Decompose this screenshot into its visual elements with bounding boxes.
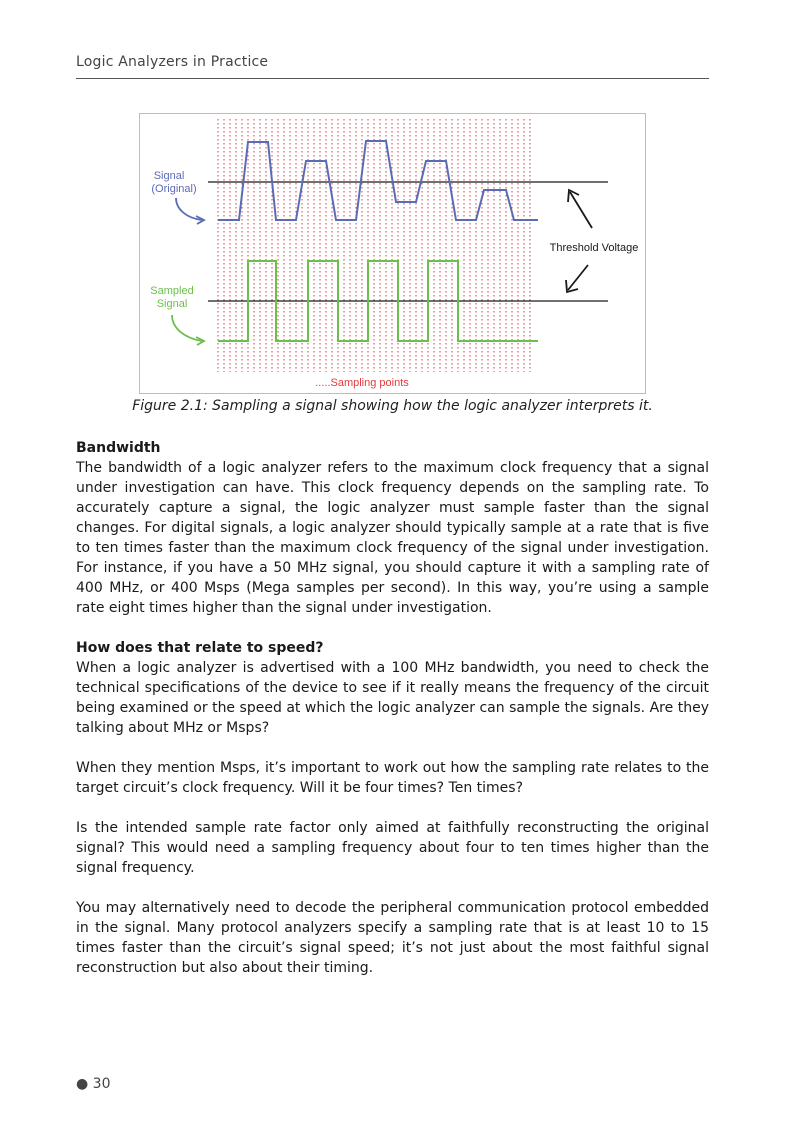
sampling-figure: [139, 113, 646, 394]
sampling-diagram: [140, 114, 645, 393]
paragraph: When a logic analyzer is advertised with a 100 MHz bandwidth, you need to check the technical specifications of the device to see if it really means the frequency of the circuit being examined or the speed at which the logic analyzer can sample the signals. Are they talking about MHz or Msps?: [76, 660, 709, 736]
paragraph: Is the intended sample rate factor only aimed at faithfully reconstructing the original signal? This would need a sampling frequency about four to ten times higher than the signal frequency.: [76, 820, 709, 876]
section-bandwidth: [76, 438, 709, 618]
sampling-points-label: .....Sampling points: [315, 377, 409, 389]
paragraph: When they mention Msps, it’s important to work out how the sampling rate relates to the target circuit’s clock frequency. Will it be four times? Ten times?: [76, 760, 709, 796]
running-header: [76, 54, 709, 79]
sampled-label-line2: Signal: [156, 298, 188, 310]
running-title: Logic Analyzers in Practice: [76, 54, 269, 70]
threshold-voltage-label: Threshold Voltage: [549, 242, 639, 254]
sampling-points-grid: [218, 119, 530, 372]
page-number: ● 30: [76, 1076, 111, 1092]
threshold-arrow-down: [568, 265, 588, 290]
signal-label-line1: Signal: [153, 170, 185, 182]
signal-label-line2: (Original): [151, 183, 197, 195]
paragraph: The bandwidth of a logic analyzer refers to the maximum clock frequency that a signal under investigation can have. This clock frequency depends on the sampling rate. To accurately capture a signal, the logic analyzer must sample faster than the signal changes. For digital signals, a logic analyzer should typically sample at a rate that is five to ten times faster than the maximum clock frequency of the signal under investigation. For instance, if you have a 50 MHz signal, you should capture it with a sampling rate of 400 MHz, or 400 Msps (Mega samples per second). In this way, you’re using a sample rate eight times higher than the signal under investigation.: [76, 460, 709, 616]
paragraph: You may alternatively need to decode the peripheral communication protocol embedded in the signal. Many protocol analyzers specify a sampling rate that is at least 10 to 15 times faster than the circuit’s signal speed; it’s not just about the most faithful signal reconstruction but also about their timing.: [76, 900, 709, 976]
sampled-label-line1: Sampled: [150, 285, 194, 297]
threshold-arrow-up: [570, 192, 592, 228]
section-speed: [76, 638, 709, 978]
section-heading: How does that relate to speed?: [76, 640, 324, 656]
arrow-up-icon: [568, 190, 579, 202]
figure-caption: Figure 2.1: Sampling a signal showing how the logic analyzer interprets it.: [132, 398, 653, 414]
section-heading: Bandwidth: [76, 440, 161, 456]
page-footer: [76, 1076, 110, 1092]
